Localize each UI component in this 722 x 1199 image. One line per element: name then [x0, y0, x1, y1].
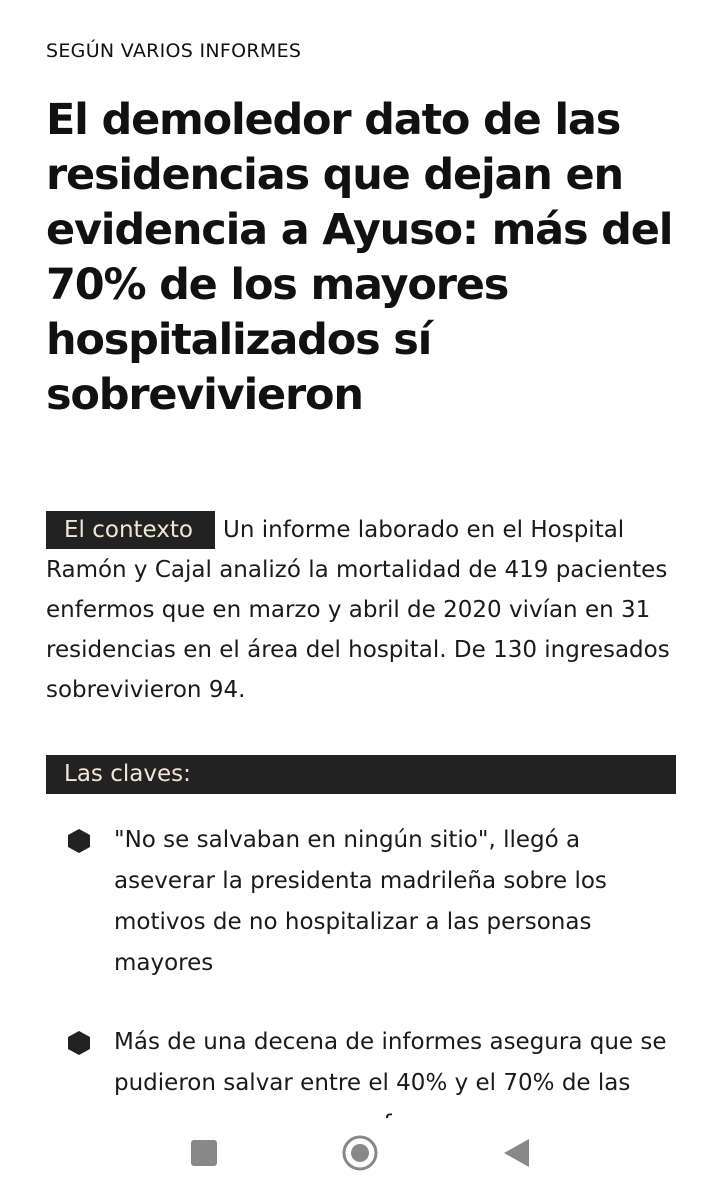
- context-text: Un informe laborado en el Hospital Ramón y Cajal analizó la mortalidad de 419 pacientes enfermos que en marzo y abril de 2020 vivían en 31 residencias en el área del hospital. De 130 ingresados sobrevivieron 94.: [46, 517, 670, 703]
- key-text: Más de una decena de informes asegura que se pudieron salvar entre el 40% y el 70% de las: [114, 1029, 667, 1096]
- hexagon-bullet-icon: [66, 828, 92, 854]
- recents-button[interactable]: [174, 1118, 234, 1188]
- article-kicker: SEGÚN VARIOS INFORMES: [46, 40, 302, 62]
- hexagon-bullet-icon: [66, 1030, 92, 1056]
- home-icon: [340, 1133, 380, 1173]
- back-button[interactable]: [486, 1118, 546, 1188]
- keys-header-bar: [46, 755, 676, 794]
- key-text: "No se salvaban en ningún sitio", llegó a aseverar la presidenta madrileña sobre los motivos de no hospitalizar a las personas mayores: [114, 827, 607, 976]
- list-item: [66, 820, 676, 984]
- article-headline: El demoledor dato de las residencias que dejan en evidencia a Ayuso: más del 70% de los mayores hospitalizados sí sobrevivieron: [46, 95, 673, 420]
- keys-title: Las claves:: [64, 761, 191, 787]
- context-paragraph: [46, 510, 686, 710]
- context-label: El contexto: [46, 511, 215, 549]
- home-button[interactable]: [330, 1118, 390, 1188]
- recents-icon: [189, 1138, 219, 1168]
- back-icon: [501, 1137, 531, 1169]
- system-navigation-bar: [0, 1118, 722, 1199]
